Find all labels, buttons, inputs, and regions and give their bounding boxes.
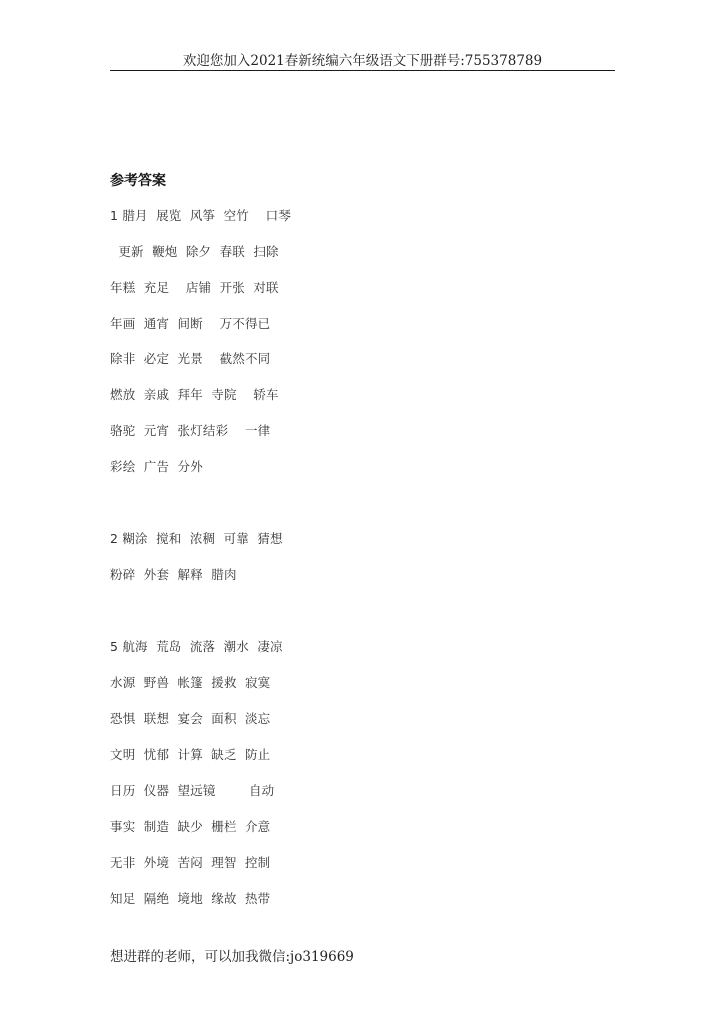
- answer-line: 年画 通宵 间断 万不得已: [110, 316, 271, 331]
- answer-line: 5 航海 荒岛 流落 潮水 凄凉: [110, 639, 283, 654]
- answer-line: 2 糊涂 搅和 浓稠 可靠 猜想: [110, 531, 283, 546]
- answer-line: 文明 忧郁 计算 缺乏 防止: [110, 747, 271, 762]
- answer-line: 粉碎 外套 解释 腊肉: [110, 567, 237, 582]
- answer-line: 燃放 亲戚 拜年 寺院 轿车: [110, 387, 279, 402]
- answer-line: 除非 必定 光景 截然不同: [110, 351, 271, 366]
- answer-line: 更新 鞭炮 除夕 春联 扫除: [110, 244, 279, 259]
- answer-line: 骆驼 元宵 张灯结彩 一律: [110, 423, 271, 438]
- answer-line: 日历 仪器 望远镜 自动: [110, 783, 275, 798]
- answer-line: 彩绘 广告 分外: [110, 459, 203, 474]
- section-title: 参考答案: [110, 173, 166, 189]
- answer-line: 恐惧 联想 宴会 面积 淡忘: [110, 711, 271, 726]
- page-footer: 想进群的老师，可以加我微信:jo319669: [110, 949, 354, 965]
- answer-line: 1 腊月 展览 风筝 空竹 口琴: [110, 208, 292, 223]
- answer-line: 无非 外境 苦闷 理智 控制: [110, 855, 271, 870]
- answer-line: 事实 制造 缺少 栅栏 介意: [110, 819, 271, 834]
- page-header: 欢迎您加入2021春新统编六年级语文下册群号:755378789: [110, 52, 615, 71]
- answer-line: 年糕 充足 店铺 开张 对联: [110, 280, 279, 295]
- answer-line: 知足 隔绝 境地 缘故 热带: [110, 891, 271, 906]
- answer-line: 水源 野兽 帐篷 援救 寂寞: [110, 675, 271, 690]
